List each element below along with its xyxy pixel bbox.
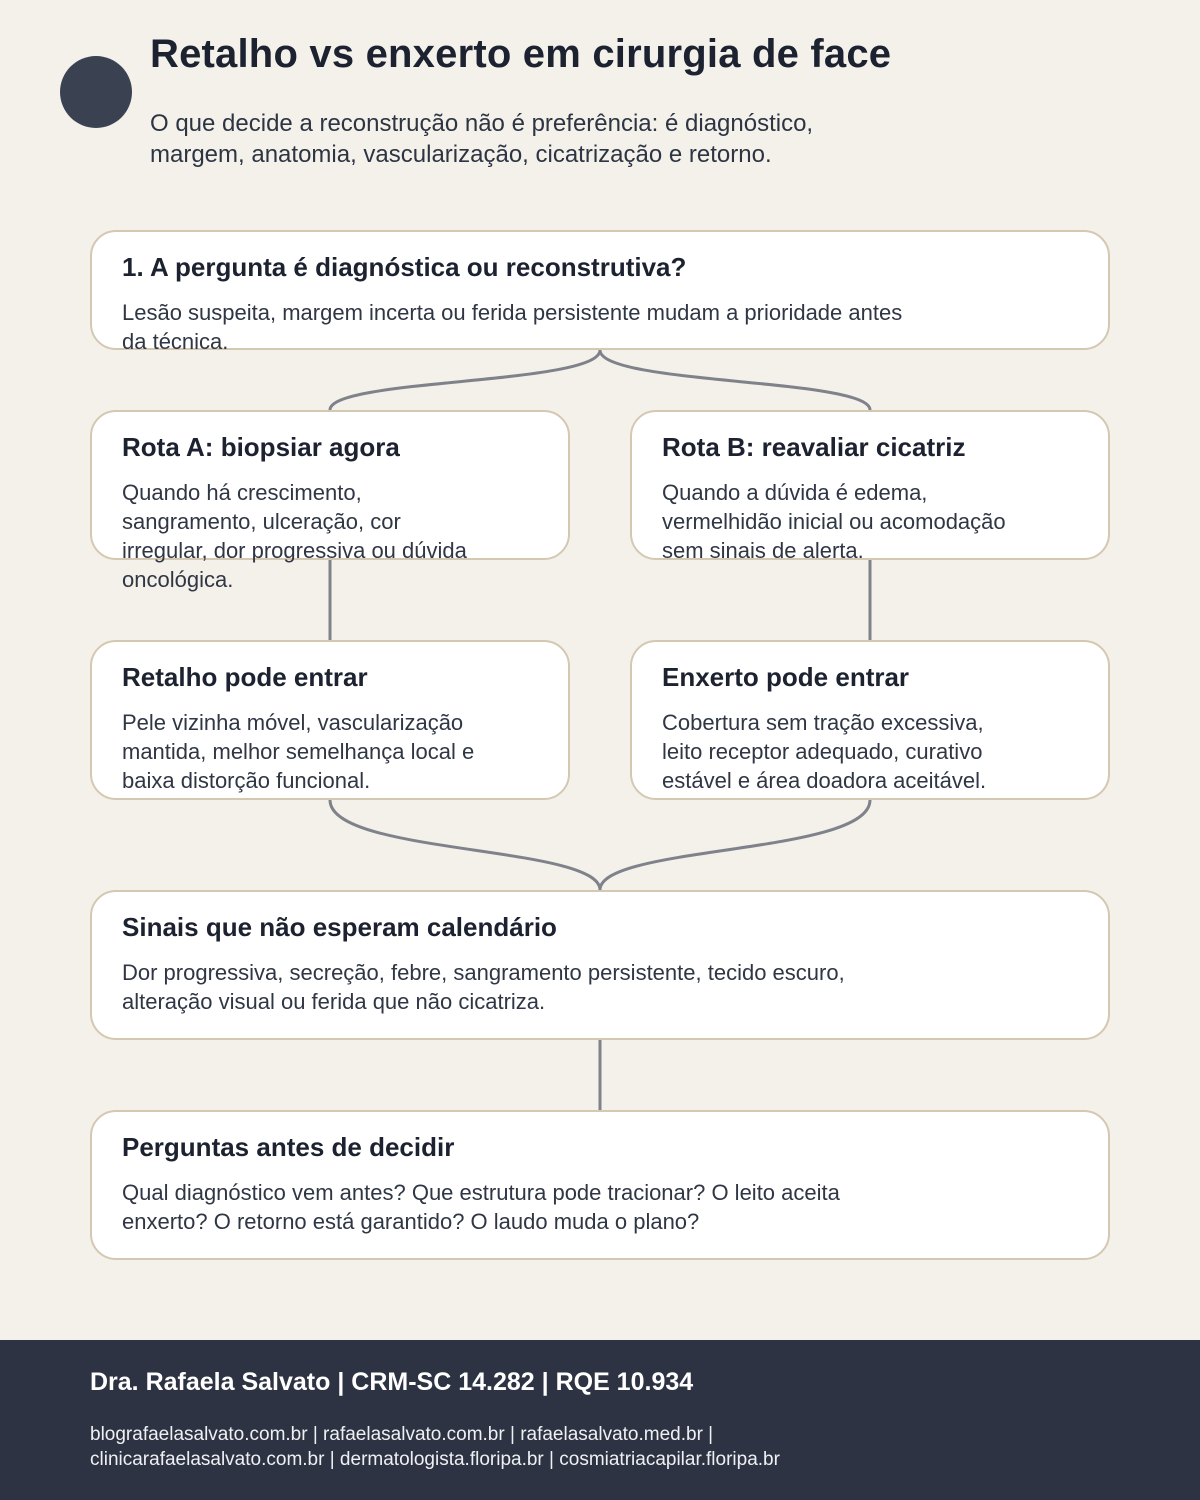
card-text: Lesão suspeita, margem incerta ou ferida persistente mudam a prioridade antes da técnica. — [122, 300, 903, 354]
card-title: Rota B: reavaliar cicatriz — [662, 432, 966, 462]
card-title: Rota A: biopsiar agora — [122, 432, 400, 462]
card-text: Qual diagnóstico vem antes? Que estrutura pode tracionar? O leito aceita enxerto? O retorno está garantido? O laudo muda o plano? — [122, 1180, 840, 1234]
card-title: Perguntas antes de decidir — [122, 1132, 455, 1162]
connector-graft-to-warning — [600, 800, 870, 890]
card-route-a — [90, 410, 570, 592]
card-text: Pele vizinha móvel, vascularização mantida, melhor semelhança local e baixa distorção funcional. — [122, 710, 475, 793]
card-warning-signs — [90, 890, 1110, 1040]
connector-question-to-route-b — [600, 350, 870, 410]
card-text: Dor progressiva, secreção, febre, sangramento persistente, tecido escuro, alteração visual ou ferida que não cicatriza. — [122, 960, 845, 1014]
card-text: Cobertura sem tração excessiva, leito receptor adequado, curativo estável e área doadora aceitável. — [662, 710, 987, 793]
footer-websites: blografaelasalvato.com.br | rafaelasalvato.com.br | rafaelasalvato.med.br | clinicarafaelasalvato.com.br | dermatologista.floripa.br | cosmiatriacapilar.floripa.br — [90, 1424, 780, 1470]
card-flap — [90, 640, 570, 800]
card-title: Retalho pode entrar — [122, 662, 368, 692]
card-title: Enxerto pode entrar — [662, 662, 910, 692]
card-questions-before-deciding — [90, 1110, 1110, 1260]
connector-flap-to-warning — [330, 800, 600, 890]
card-title: Sinais que não esperam calendário — [122, 912, 557, 942]
card-diagnostic-question — [90, 230, 1110, 354]
card-text: Quando há crescimento, sangramento, ulceração, cor irregular, dor progressiva ou dúvida oncológica. — [122, 480, 467, 592]
card-graft — [630, 640, 1110, 800]
page-subtitle: O que decide a reconstrução não é preferência: é diagnóstico, margem, anatomia, vascularização, cicatrização e retorno. — [150, 110, 814, 168]
card-text: Quando a dúvida é edema, vermelhidão inicial ou acomodação sem sinais de alerta. — [662, 480, 1006, 563]
connector-question-to-route-a — [330, 350, 600, 410]
card-title: 1. A pergunta é diagnóstica ou reconstrutiva? — [122, 252, 687, 282]
card-route-b — [630, 410, 1110, 563]
page-title: Retalho vs enxerto em cirurgia de face — [150, 32, 892, 76]
footer-credentials: Dra. Rafaela Salvato | CRM-SC 14.282 | RQE 10.934 — [90, 1368, 694, 1396]
footer — [0, 1340, 1200, 1500]
